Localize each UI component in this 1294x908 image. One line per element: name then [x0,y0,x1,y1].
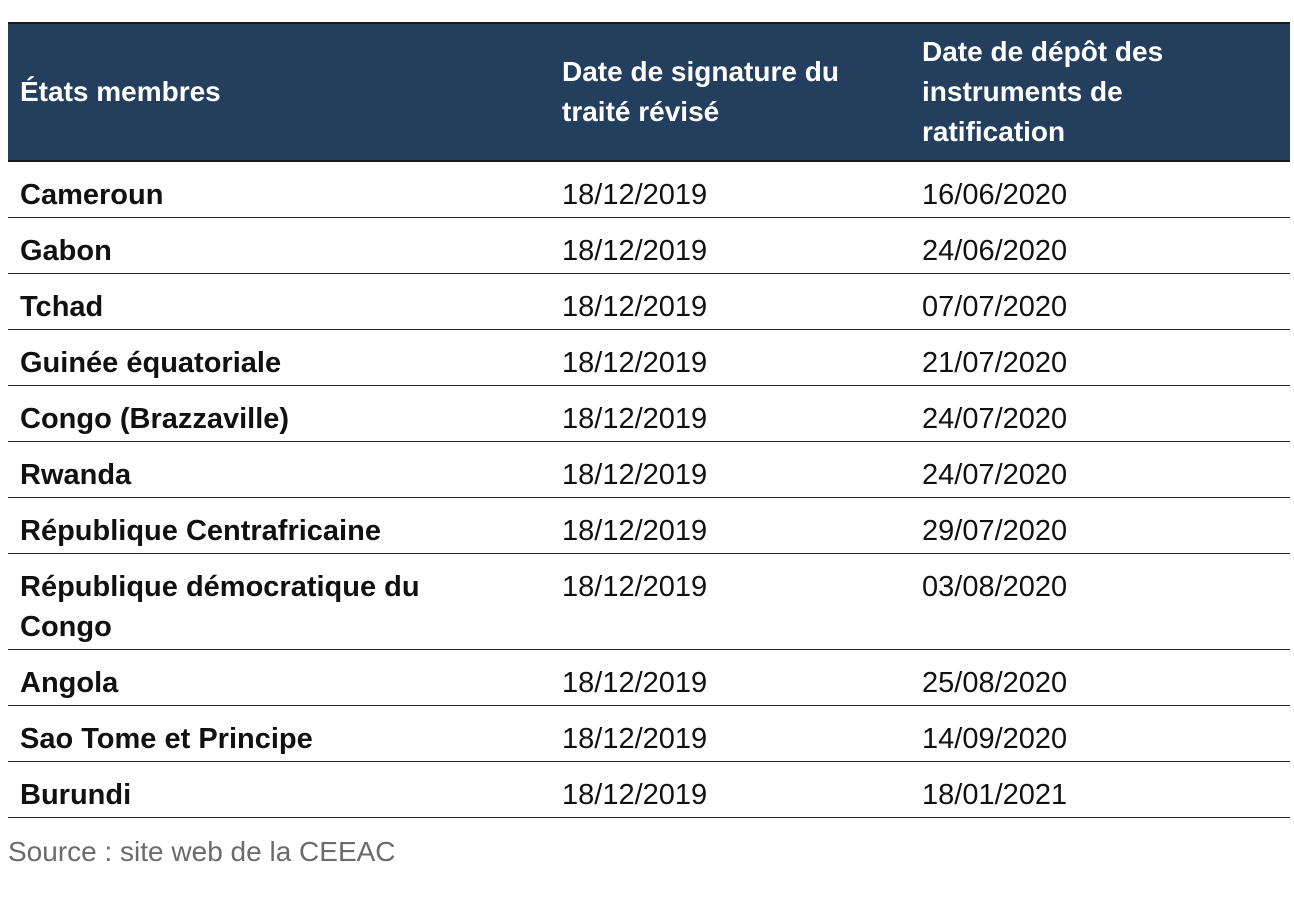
cell-signature-date: 18/12/2019 [562,235,708,267]
cell-ratification-date: 25/08/2020 [922,667,1068,699]
cell-signature-date: 18/12/2019 [562,347,708,379]
cell-ratification-date: 24/07/2020 [922,403,1068,435]
cell-member-state: République démocratique du Congo [20,571,420,643]
cell-signature-date: 18/12/2019 [562,403,708,435]
cell-member-state: Angola [20,667,119,699]
cell-ratification-date: 24/07/2020 [922,459,1068,491]
cell-ratification-date: 03/08/2020 [922,571,1068,603]
cell-signature-date: 18/12/2019 [562,179,708,211]
cell-member-state: Sao Tome et Principe [20,723,313,755]
table-row [8,274,1290,330]
table-row [8,330,1290,386]
table-row [8,162,1290,218]
cell-member-state: Burundi [20,779,132,811]
source-note: Source : site web de la CEEAC [8,836,396,867]
cell-member-state: Gabon [20,235,112,267]
cell-member-state: République Centrafricaine [20,515,381,547]
cell-member-state: Tchad [20,291,104,323]
ratification-table [8,22,1290,818]
cell-member-state: Guinée équatoriale [20,347,282,379]
cell-ratification-date: 07/07/2020 [922,291,1068,323]
header-signature-date: Date de signature du traité révisé [562,56,839,127]
table-header [8,22,1290,162]
table-row [8,762,1290,818]
cell-signature-date: 18/12/2019 [562,515,708,547]
header-ratification-date: Date de dépôt des instruments de ratification [922,36,1164,147]
table-row [8,650,1290,706]
table-row [8,386,1290,442]
table-row [8,442,1290,498]
cell-signature-date: 18/12/2019 [562,571,708,603]
table-row [8,706,1290,762]
table-row [8,498,1290,554]
cell-member-state: Rwanda [20,459,132,491]
cell-ratification-date: 24/06/2020 [922,235,1068,267]
table-row [8,218,1290,274]
cell-member-state: Cameroun [20,179,164,211]
cell-signature-date: 18/12/2019 [562,459,708,491]
cell-signature-date: 18/12/2019 [562,779,708,811]
cell-ratification-date: 18/01/2021 [922,779,1068,811]
cell-ratification-date: 29/07/2020 [922,515,1068,547]
cell-signature-date: 18/12/2019 [562,291,708,323]
table-body [8,162,1290,818]
cell-signature-date: 18/12/2019 [562,723,708,755]
cell-ratification-date: 16/06/2020 [922,179,1068,211]
cell-ratification-date: 14/09/2020 [922,723,1068,755]
header-member-states: États membres [20,76,221,107]
cell-signature-date: 18/12/2019 [562,667,708,699]
cell-ratification-date: 21/07/2020 [922,347,1068,379]
table-row [8,554,1290,650]
cell-member-state: Congo (Brazzaville) [20,403,290,435]
